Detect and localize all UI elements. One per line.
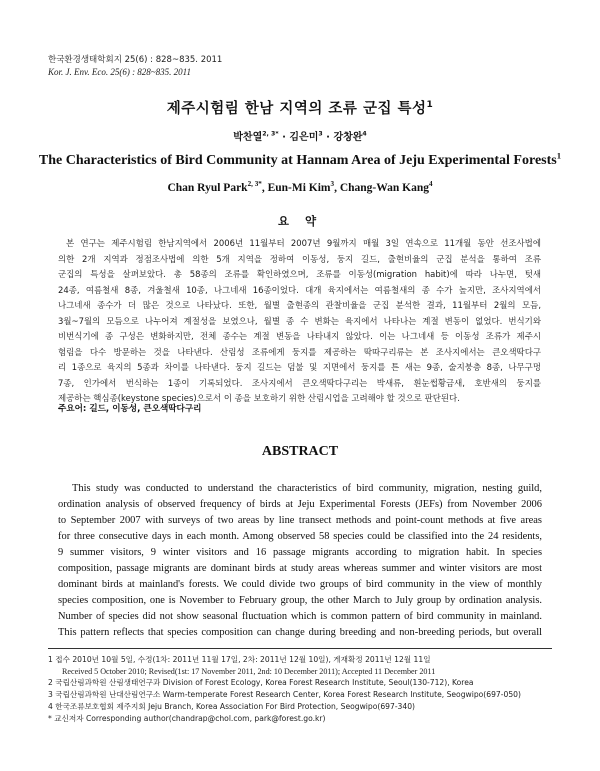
journal-header-english: Kor. J. Env. Eco. 25(6) : 828~835. 2011 — [48, 67, 192, 77]
korean-title — [0, 97, 600, 118]
english-abstract-heading: ABSTRACT — [261, 444, 339, 459]
korean-title-footnote-mark: 1 — [426, 100, 434, 111]
journal-header-korean: 한국환경생태학회지 25(6) : 828~835. 2011 — [48, 55, 223, 65]
korean-abstract-line: 본 연구는 제주시험림 한남지역에서 2006년 11월부터 2007년 9월까지 매월 3일 연속으로 11개월 동안 선조사법에 — [66, 238, 541, 248]
author-affiliation-mark: 4 — [428, 180, 433, 189]
korean-abstract — [58, 236, 541, 407]
footnote-line: Received 5 October 2010; Revised(1st: 17 November 2011, 2nd: 10 December 2011); Accepted 11 December 2011 — [62, 666, 436, 676]
footnote-line: 2 국립산림과학원 산림생태연구과 Division of Forest Ecology, Korea Forest Research Institute, Seoul(130-712), Korea — [48, 678, 474, 688]
english-title-text: The Characteristics of Bird Community at Hannam Area of Jeju Experimental Forests — [38, 153, 557, 168]
author-comma: , — [334, 182, 340, 194]
english-abstract-line: to September 2007 with surveys of two areas by line transect methods and point-count methods at five areas — [58, 515, 542, 526]
korean-authors — [0, 128, 600, 143]
english-abstract-line: 9 summer visitors, 9 winter visitors and 16 passage migrants according to migration habit. In species — [58, 547, 542, 558]
korean-abstract-line: 의한 2개 지역과 정점조사법에 의한 5개 지역을 정하여 이동성, 둥지 길드, 출현비율의 군집 분석을 통하여 조류 — [58, 253, 541, 264]
author-separator: · — [278, 132, 290, 143]
english-abstract-line: Number of species did not show seasonal fluctuation which is common pattern of bird community in mainland. — [58, 611, 542, 622]
english-abstract-line: composition, passage migrants are dominant birds at study areas whereas summer and winter visitors are most — [58, 563, 542, 574]
keywords: 주요어: 길드, 이동성, 큰오색딱다구리 — [58, 404, 202, 414]
english-abstract-line: This study was conducted to understand the characteristics of bird community, migration, nesting guild, — [72, 483, 542, 494]
korean-abstract-line: 7종, 인가에서 번식하는 1종이 기록되었다. 조사지에서 큰오색딱다구리는 박새류, 흰눈썹황금새, 호반새의 둥지를 — [58, 377, 541, 388]
english-abstract-line: for three consecutive days in each month. Among observed 58 species could be classified into the 24 residents, — [58, 531, 542, 542]
english-abstract-line: This pattern reflects that species composition can change during breeding and non-breeding periods, but overall — [58, 627, 542, 638]
author-name-ko: 김은미 — [289, 132, 319, 143]
author-comma: , — [261, 182, 268, 194]
author-name-en: Chan Ryul Park — [167, 182, 248, 194]
korean-abstract-line: 험림을 다수 방문하는 것을 나타낸다. 산림성 조류에게 둥지를 제공하는 딱따구리류는 본 조사지에서는 큰오색딱다구 — [58, 346, 541, 357]
korean-abstract-line: 제공하는 핵심종(keystone species)으로서 이 종을 보호하기 위한 산림시업을 고려해야 할 것으로 판단된다. — [58, 393, 460, 403]
author-name-ko: 강창완 — [333, 132, 363, 143]
korean-abstract-heading: 요 약 — [277, 214, 323, 228]
author-name-ko: 박찬열 — [233, 132, 263, 143]
footnote-line: * 교신저자 Corresponding author(chandrap@chol.com, park@forest.go.kr) — [48, 713, 326, 723]
author-affiliation-mark: 3 — [318, 130, 323, 138]
korean-title-text: 제주시험림 한남 지역의 조류 군집 특성 — [166, 101, 427, 117]
footnotes — [48, 654, 558, 724]
korean-abstract-line: 3월~7월의 모듬으로 나누어져 계절성을 보였으나, 월별 종 수 변화는 육지에서 나타나는 계절 변동이 없었다. 번식기와 — [58, 315, 541, 326]
author-affiliation-mark: 2, 3* — [262, 130, 279, 138]
author-name-en: Eun-Mi Kim — [267, 182, 331, 194]
english-abstract-line: species composition, one is November to February group, the other March to July group by ordination analysis. — [58, 595, 542, 606]
english-abstract — [58, 481, 542, 641]
english-abstract-line: ordination analysis of observed frequency of birds at Jeju Experimental Forests (JEFs) from November 2006 — [58, 499, 542, 510]
korean-abstract-line: 비번식기에 종 구성은 변화하지만, 전체 종수는 계절 변동을 나타내지 않았다. 이는 나그네새 등 이동성 조류가 제주시 — [58, 331, 541, 341]
korean-abstract-line: 24종, 여름철새 8종, 겨울철새 10종, 나그네새 16종이었다. 대개 육지에서는 여름철새의 종 수가 높지만, 조사지역에서 — [58, 284, 541, 295]
korean-abstract-line: 나그네새 종수가 더 많은 것으로 나타났다. 또한, 월별 출현종의 관찰비율을 군집 분석한 결과, 11월부터 2월의 모듬, — [58, 300, 541, 310]
footnote-line: 1 접수 2010년 10월 5일, 수정(1차: 2011년 11월 17일, 2차: 2011년 12월 10일), 게재확정 2011년 12월 11일 — [48, 655, 431, 664]
english-authors — [0, 182, 600, 194]
author-affiliation-mark: 3 — [330, 180, 335, 189]
author-separator: · — [322, 132, 334, 143]
korean-abstract-line: 리 1종으로 육지의 5종과 차이를 나타낸다. 둥지 길드는 덤불 및 지면에서 둥지를 튼 새는 9종, 술지붕층 8종, 나무구멍 — [58, 362, 541, 372]
author-affiliation-mark: 2, 3* — [247, 180, 262, 189]
english-title — [0, 150, 600, 169]
author-name-en: Chang-Wan Kang — [339, 182, 429, 194]
footnote-divider — [48, 648, 552, 649]
english-abstract-line: dominant birds at mainland's forests. We could divide two groups of bird community in the view of monthly — [58, 579, 542, 590]
korean-abstract-line: 군집의 특성을 살펴보았다. 총 58종의 조류를 확인하였으며, 조류를 이동성(migration habit)에 따라 나누면, 텃새 — [58, 269, 541, 279]
author-affiliation-mark: 4 — [362, 130, 367, 138]
english-title-footnote-mark: 1 — [556, 150, 562, 161]
footnote-line: 4 한국조류보호협회 제주지회 Jeju Branch, Korea Association For Bird Protection, Seogwipo(697-340) — [48, 701, 416, 711]
footnote-line: 3 국립산림과학원 난대산림연구소 Warm-temperate Forest Research Center, Korea Forest Research Institute, Seogwipo(697-050) — [48, 690, 521, 700]
